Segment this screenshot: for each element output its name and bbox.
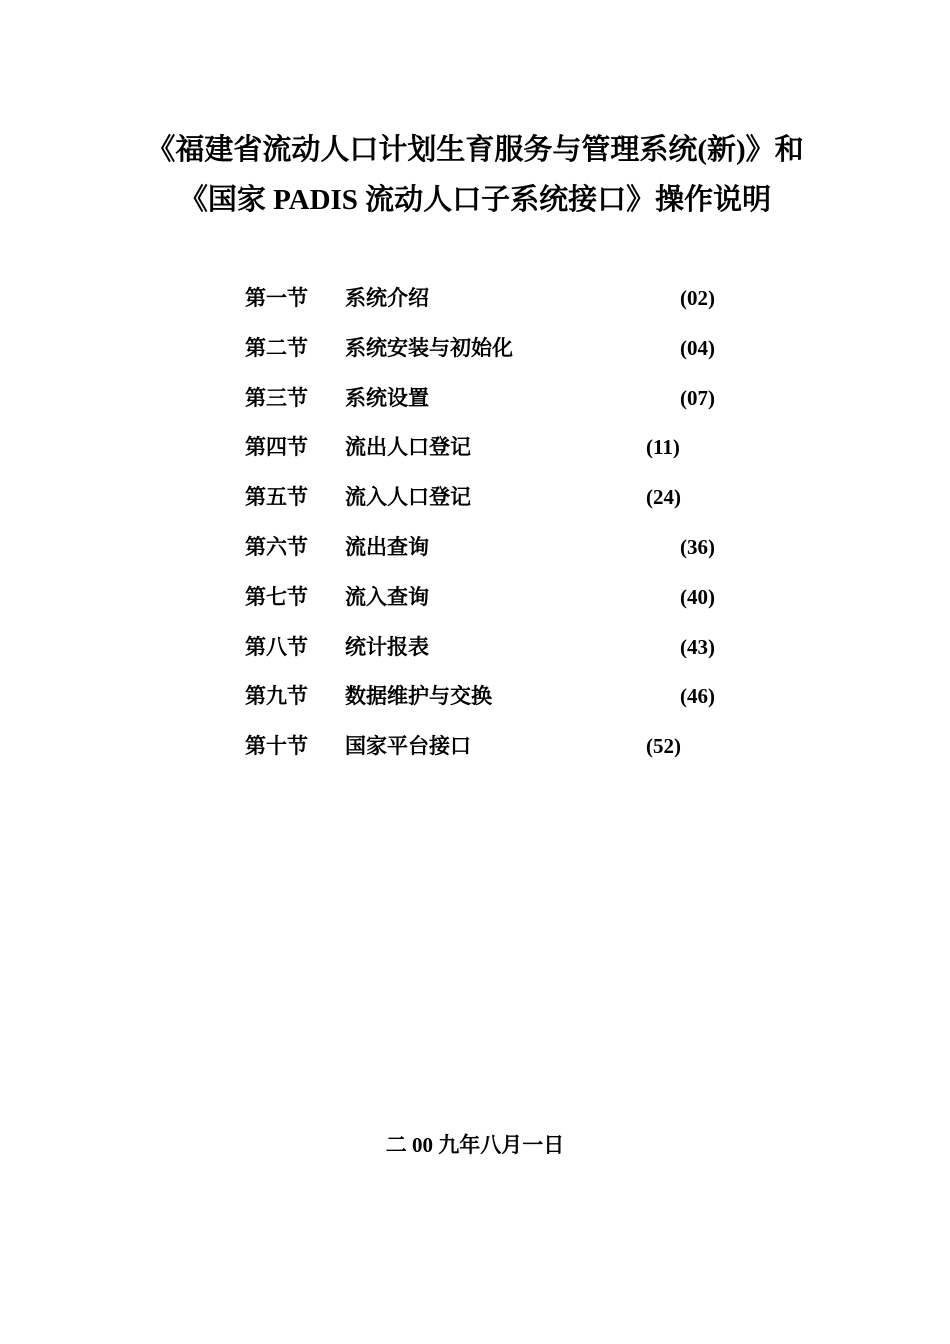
toc-page-number: (07) bbox=[680, 385, 715, 410]
toc-entry bbox=[0, 632, 950, 682]
toc-page-number: (11) bbox=[646, 435, 680, 460]
toc-entry bbox=[0, 731, 950, 781]
toc-entry bbox=[0, 383, 950, 433]
toc-section-name: 流出人口登记 bbox=[345, 435, 471, 460]
toc-section-number: 第九节 bbox=[245, 684, 308, 709]
toc-entry bbox=[0, 333, 950, 383]
toc-entry bbox=[0, 582, 950, 632]
toc-section-number: 第五节 bbox=[245, 485, 308, 510]
toc-section-number: 第四节 bbox=[245, 435, 308, 460]
toc-section-name: 系统介绍 bbox=[345, 286, 429, 310]
toc-section-number: 第七节 bbox=[245, 584, 308, 609]
toc-page-number: (36) bbox=[680, 534, 715, 559]
toc-section-number: 第六节 bbox=[245, 534, 308, 559]
toc-entry bbox=[0, 681, 950, 731]
toc-section-name: 系统安装与初始化 bbox=[345, 335, 513, 360]
toc-entry bbox=[0, 283, 950, 333]
toc-section-name: 数据维护与交换 bbox=[345, 684, 492, 709]
toc-section-name: 统计报表 bbox=[345, 634, 429, 659]
document-title-line-1: 《福建省流动人口计划生育服务与管理系统(新)》和 bbox=[146, 134, 804, 166]
toc-section-name: 国家平台接口 bbox=[345, 734, 471, 759]
document-date: 二 00 九年八月一日 bbox=[385, 1133, 565, 1157]
table-of-contents bbox=[0, 283, 950, 781]
toc-page-number: (02) bbox=[680, 286, 715, 310]
toc-section-number: 第一节 bbox=[245, 286, 308, 310]
toc-section-name: 流入查询 bbox=[345, 584, 429, 609]
toc-entry bbox=[0, 532, 950, 582]
toc-page-number: (40) bbox=[680, 584, 715, 609]
toc-section-number: 第三节 bbox=[245, 385, 308, 410]
toc-section-number: 第二节 bbox=[245, 335, 308, 360]
toc-entry bbox=[0, 432, 950, 482]
toc-section-name: 流出查询 bbox=[345, 534, 429, 559]
document-title-line-2: 《国家 PADIS 流动人口子系统接口》操作说明 bbox=[178, 184, 772, 216]
toc-page-number: (24) bbox=[646, 485, 681, 510]
toc-page-number: (46) bbox=[680, 684, 715, 709]
toc-section-number: 第十节 bbox=[245, 734, 308, 759]
toc-section-number: 第八节 bbox=[245, 634, 308, 659]
toc-entry bbox=[0, 482, 950, 532]
toc-section-name: 流入人口登记 bbox=[345, 485, 471, 510]
toc-page-number: (04) bbox=[680, 335, 715, 360]
toc-section-name: 系统设置 bbox=[345, 385, 429, 410]
toc-page-number: (43) bbox=[680, 634, 715, 659]
toc-page-number: (52) bbox=[646, 734, 681, 759]
